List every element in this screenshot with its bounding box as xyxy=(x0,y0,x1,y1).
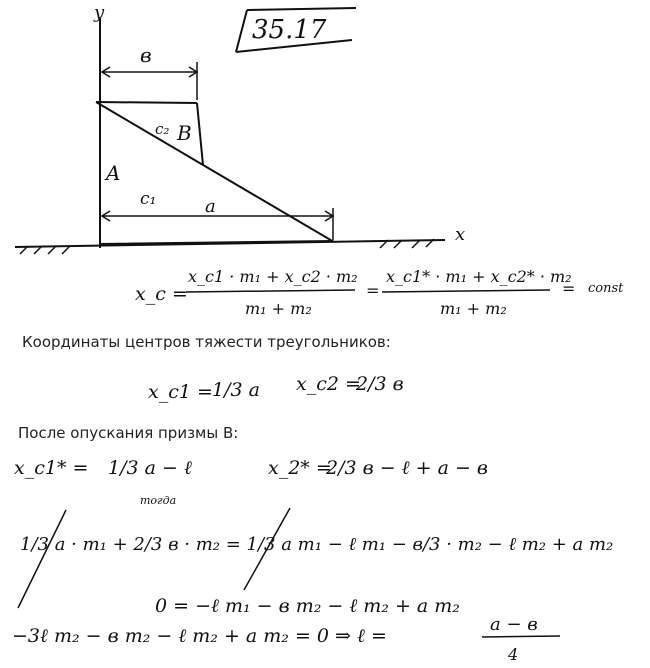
result-denominator: 4 xyxy=(508,645,519,664)
xc2-star-lhs: x_2* = xyxy=(268,457,332,479)
centers-formulas xyxy=(148,373,404,403)
equation-line-1: 1/3 a · m₁ + 2/3 в · m₂ = 1/3 a m₁ − ℓ m₁ − в/3 · m₂ − ℓ m₂ + a m₂ xyxy=(20,534,614,555)
balance-equations xyxy=(12,508,613,664)
result-numerator: a − в xyxy=(490,614,538,635)
problem-number-box xyxy=(236,8,356,52)
prism-a-label: A xyxy=(106,161,121,185)
problem-number: 35.17 xyxy=(252,15,327,45)
xc1-star-rhs: 1/3 a − ℓ xyxy=(108,457,192,479)
center-of-mass-formula xyxy=(135,267,624,318)
after-lowering-heading: После опускания призмы В: xyxy=(18,424,239,442)
formula-numerator-1: x_c1 · m₁ + x_c2 · m₂ xyxy=(188,267,358,286)
xc2-lhs: x_c2 = xyxy=(296,373,361,395)
formula-denominator-1: m₁ + m₂ xyxy=(245,299,312,318)
dimension-a-label: a xyxy=(205,196,216,217)
prism-b-label: B xyxy=(177,121,192,145)
formula-const: const xyxy=(588,281,624,296)
center-c2-label: c₂ xyxy=(155,120,170,138)
xc2-rhs: 2/3 в xyxy=(356,373,404,395)
xc-lhs: x_c = xyxy=(135,283,188,305)
note-then: тогда xyxy=(140,494,177,507)
centers-heading: Координаты центров тяжести треугольников: xyxy=(22,333,391,351)
axis-y-label: y xyxy=(94,2,105,23)
axis-x-label: x xyxy=(455,224,466,245)
equation-line-3: −3ℓ m₂ − в m₂ − ℓ m₂ + a m₂ = 0 ⇒ ℓ = xyxy=(12,625,387,647)
formula-numerator-2: x_c1* · m₁ + x_c2* · m₂ xyxy=(386,267,572,286)
xc2-star-rhs: 2/3 в − ℓ + a − в xyxy=(326,457,488,479)
equation-line-2: 0 = −ℓ m₁ − в m₂ − ℓ m₂ + a m₂ xyxy=(155,595,460,617)
xc1-lhs: x_c1 = xyxy=(148,381,213,403)
center-c1-label: c₁ xyxy=(140,189,157,209)
dimension-b-label: в xyxy=(140,43,152,67)
formula-equals-1: = xyxy=(366,281,380,300)
formula-equals-2: = xyxy=(562,279,576,298)
after-lowering-formulas xyxy=(14,457,488,507)
xc1-rhs: 1/3 a xyxy=(212,379,260,401)
xc1-star-lhs: x_c1* = xyxy=(14,457,89,479)
formula-denominator-2: m₁ + m₂ xyxy=(440,299,507,318)
